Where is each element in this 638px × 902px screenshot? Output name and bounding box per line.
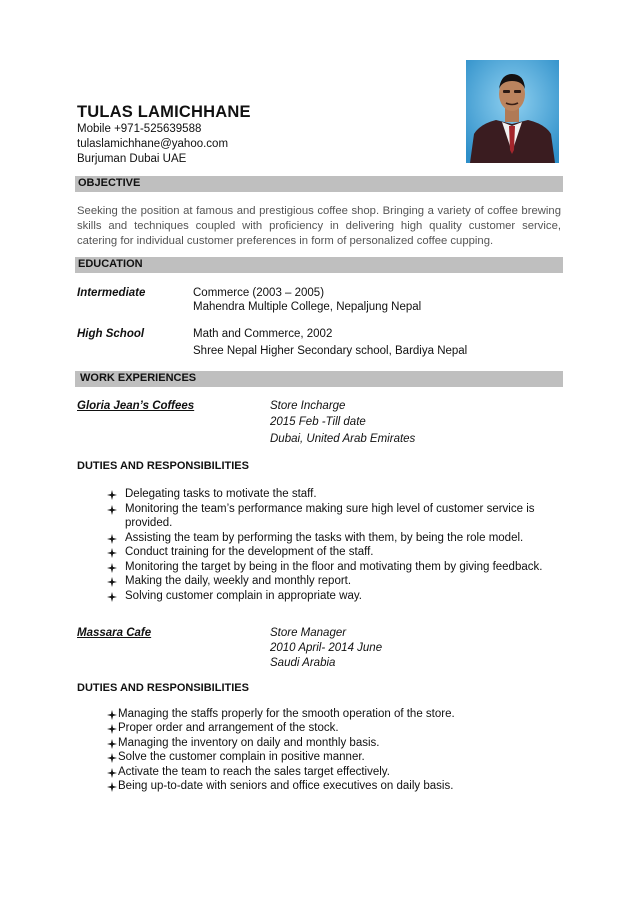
education-program: Math and Commerce, 2002: [193, 328, 333, 340]
candidate-name: TULAS LAMICHHANE: [77, 103, 251, 121]
work-section-bar: [75, 371, 563, 387]
duty-item: Managing the staffs properly for the smooth operation of the store.: [118, 708, 455, 720]
diamond-bullet-icon: [107, 534, 117, 544]
diamond-bullet-icon: [107, 592, 117, 602]
diamond-bullet-icon: [107, 710, 117, 720]
duty-item: Making the daily, weekly and monthly report.: [125, 575, 352, 587]
diamond-bullet-icon: [107, 739, 117, 749]
duty-item: Delegating tasks to motivate the staff.: [125, 488, 317, 500]
duty-item: Solving customer complain in appropriate way.: [125, 590, 362, 602]
duty-item: Proper order and arrangement of the stock.: [118, 722, 339, 734]
education-level: High School: [77, 328, 145, 340]
education-section-bar: [75, 257, 563, 273]
postal-address: Burjuman Dubai UAE: [77, 153, 187, 165]
email-address: tulaslamichhane@yahoo.com: [77, 138, 229, 150]
diamond-bullet-icon: [107, 782, 117, 792]
duty-item: Managing the inventory on daily and monthly basis.: [118, 737, 380, 749]
job-location: Dubai, United Arab Emirates: [270, 433, 416, 445]
objective-heading: OBJECTIVE: [78, 177, 141, 189]
duty-item: Assisting the team by performing the tasks with them, by being the role model.: [125, 532, 524, 544]
job-location: Saudi Arabia: [270, 657, 336, 669]
diamond-bullet-icon: [107, 490, 117, 500]
diamond-bullet-icon: [107, 724, 117, 734]
company-name: Gloria Jean’s Coffees: [77, 400, 195, 412]
job-role: Store Incharge: [270, 400, 346, 412]
duty-item-continued: provided.: [125, 517, 173, 529]
job-period: 2010 April- 2014 June: [270, 642, 383, 654]
job-period: 2015 Feb -Till date: [270, 416, 366, 428]
duty-item: Activate the team to reach the sales target effectively.: [118, 766, 390, 778]
duty-item: Monitoring the target by being in the floor and motivating them by giving feedback.: [125, 561, 543, 573]
duties-heading: DUTIES AND RESPONSIBILITIES: [77, 682, 249, 694]
objective-text: Seeking the position at famous and prestigious coffee shop. Bringing a variety of coffee brewing skills and techniques coupled with proficiency in delivering high quality customer service, catering for individual customer preferences in form of personalized coffee cupping.: [77, 205, 561, 247]
duty-item: Conduct training for the development of the staff.: [125, 546, 374, 558]
mobile-number: Mobile +971-525639588: [77, 123, 202, 135]
diamond-bullet-icon: [107, 563, 117, 573]
diamond-bullet-icon: [107, 505, 117, 515]
job-role: Store Manager: [270, 627, 347, 639]
duty-item: Being up-to-date with seniors and office executives on daily basis.: [118, 780, 454, 792]
profile-photo: [466, 60, 559, 163]
education-program: Commerce (2003 – 2005): [193, 287, 325, 299]
duty-item: Solve the customer complain in positive manner.: [118, 751, 365, 763]
education-institution: Mahendra Multiple College, Nepaljung Nepal: [193, 301, 422, 313]
diamond-bullet-icon: [107, 753, 117, 763]
diamond-bullet-icon: [107, 577, 117, 587]
duty-item: Monitoring the team’s performance making sure high level of customer service is: [125, 503, 535, 515]
diamond-bullet-icon: [107, 548, 117, 558]
company-name: Massara Cafe: [77, 627, 152, 639]
education-level: Intermediate: [77, 287, 146, 299]
work-heading: WORK EXPERIENCES: [80, 372, 197, 384]
education-institution: Shree Nepal Higher Secondary school, Bardiya Nepal: [193, 345, 468, 357]
objective-section-bar: [75, 176, 563, 192]
duties-heading: DUTIES AND RESPONSIBILITIES: [77, 460, 249, 472]
diamond-bullet-icon: [107, 768, 117, 778]
education-heading: EDUCATION: [78, 258, 143, 270]
